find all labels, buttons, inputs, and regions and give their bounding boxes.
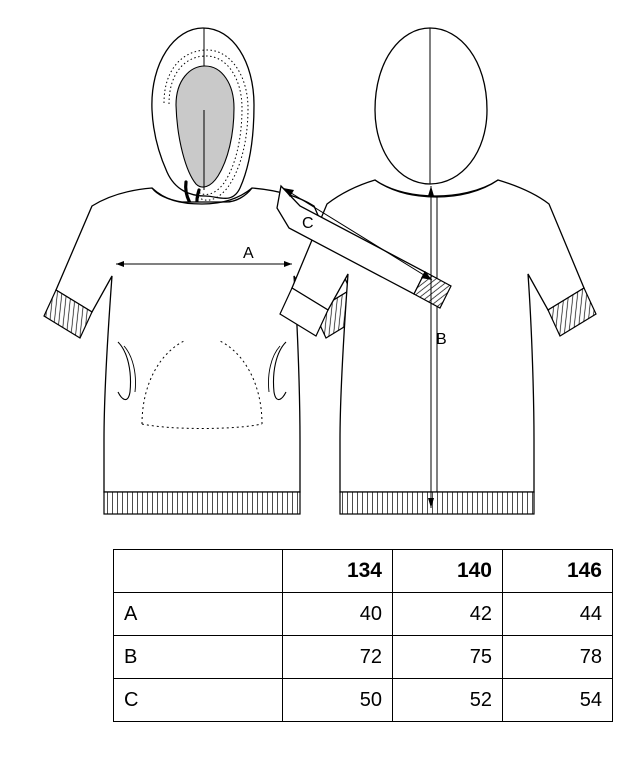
cell-c-146: 54 xyxy=(503,679,613,722)
size-table xyxy=(113,549,613,722)
row-label-a: A xyxy=(114,593,283,636)
cell-b-140: 75 xyxy=(393,636,503,679)
dimension-b-label: B xyxy=(436,331,447,348)
dimension-a-label: A xyxy=(243,245,254,262)
dimension-c-label: C xyxy=(302,215,314,232)
hood-back xyxy=(375,28,487,184)
row-label-b: B xyxy=(114,636,283,679)
table-header-row xyxy=(114,550,613,593)
table-corner-cell xyxy=(114,550,283,593)
cell-a-140: 42 xyxy=(393,593,503,636)
cell-a-146: 44 xyxy=(503,593,613,636)
cell-b-134: 72 xyxy=(283,636,393,679)
size-header-140: 140 xyxy=(393,550,503,593)
hem-rib-back xyxy=(340,492,534,514)
cell-c-134: 50 xyxy=(283,679,393,722)
table-row xyxy=(114,636,613,679)
hood-front xyxy=(152,28,254,200)
table-row xyxy=(114,593,613,636)
cell-b-146: 78 xyxy=(503,636,613,679)
cell-c-140: 52 xyxy=(393,679,503,722)
back-view xyxy=(277,28,596,514)
hem-rib-front xyxy=(104,492,300,514)
cell-a-134: 40 xyxy=(283,593,393,636)
size-header-134: 134 xyxy=(283,550,393,593)
size-table-container xyxy=(113,549,602,722)
size-header-146: 146 xyxy=(503,550,613,593)
row-label-c: C xyxy=(114,679,283,722)
table-row xyxy=(114,679,613,722)
